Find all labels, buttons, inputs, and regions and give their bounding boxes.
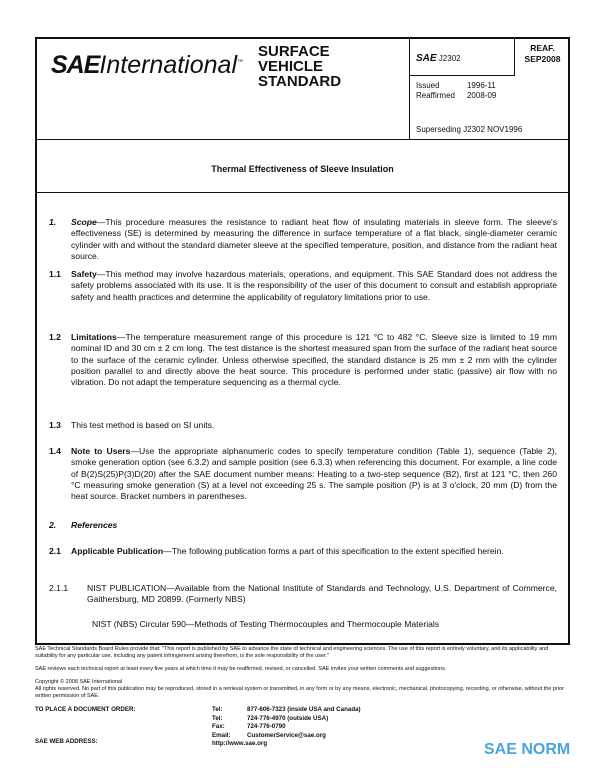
document-header — [37, 39, 568, 140]
doc-number: SAE J2302 — [410, 39, 515, 76]
web-link[interactable]: http://www.sae.org — [212, 740, 268, 747]
doc-info — [409, 39, 569, 139]
sae-logo: SAEInternational™ — [51, 51, 244, 79]
nist-circular: NIST (NBS) Circular 590—Methods of Testing Thermocouples and Thermocouple Materials — [92, 619, 440, 629]
superseding: Superseding J2302 NOV1996 — [416, 125, 523, 134]
document-frame: SAEInternational™ SURFACE VEHICLE STANDARD SAE J2302 REAF. SEP2008 Issued 1996-11 Reaffirmed 2008-09 Superseding J2302 NOV1996 Thermal Effectiveness of Sleeve Insulation 1. Scope—This procedure measures the resistance to radiant heat flow of insulating materials in sleeve form. The sleeve's effectiveness (SE) is determined by measuring the difference in surface temperature of a flat black, single-diameter ceramic cylinder with and without the standard diameter sleeve at the specified temperature, position, and distance from the radiant heat source. 1.1 Safety—This method may involve hazardous materials, operations, and equipment. This SAE Standard does not address the safety problems associated with its use. It is the responsibility of the user of this document to consult and establish appropriate safety and health practices and determine the applicability of regulatory limitations prior to use. 1.2 Limitations—The temperature measurement range of this procedure is 121 °C to 482 °C. Sleeve size is limited to 19 mm nominal ID and 30 cm ± 2 cm long. The test distance is the shortest measured span from the surface of the radiant heat source to the surface of the ceramic cylinder. Unless otherwise specified, the standard distance is 25 mm ± 2 mm with the cylinder position parallel to and directly above the heat source. This procedure is performed under static (passive) air flow with no vibration. Do not adapt the temperature sequencing as a thermal cycle. 1.3 This test method is based on SI units. 1.4 Note to Users—Use the appropriate alphanumeric codes to specify temperature condition (Table 1), sequence (Table 2), smoke generation option (see 6.3.2) and sample position (see 6.3.3) when referencing this document. For example, a line code of B(2)S(25)P(3)D(20) after the SAE document number means: Heating to a two-step sequence (B2), first at 121 °C, then 260 °C measuring smoke generation (S) at a level not exceeding 25 s. The sample position (P) is at 3 o'clock, 20 mm (D) from the heat source. Bracket numbers in parentheses. 2. References 2.1 Applicable Publication—The following publication forms a part of this specification to the extent specified herein. 2.1.1 NIST PUBLICATION—Available from the National Institute of Standards and Technology, U.S. Department of Commerce, Gaithersburg, MD 20899. (Formerly NBS) NIST (NBS) Circular 590—Methods of Testing Thermocouples and Thermocouple Materials — [35, 37, 570, 645]
board-rules: SAE Technical Standards Board Rules provide that: "This report is published by SAE to advance the state of technical and engineering sciences. The use of this report is entirely voluntary, and its applicability and suitability for any particular use, including any patent infringement arising therefrom, is the sole responsibility of the user." — [35, 646, 549, 659]
web-label: SAE WEB ADDRESS: — [35, 738, 98, 745]
review-note: SAE reviews each technical report at least every five years at which time it may be reaffirmed, revised, or cancelled. SAE invites your written comments and suggestions. — [35, 666, 447, 672]
standard-type: SURFACE VEHICLE STANDARD — [258, 43, 342, 90]
email-link[interactable]: CustomerService@sae.org — [247, 731, 326, 739]
issue-dates: Issued 1996-11 Reaffirmed 2008-09 — [416, 81, 497, 100]
sae-norm-watermark: SAE NORM — [484, 741, 571, 758]
copyright: Copyright © 2008 SAE International — [35, 679, 123, 685]
document-title: Thermal Effectiveness of Sleeve Insulation — [37, 139, 568, 193]
order-label: TO PLACE A DOCUMENT ORDER: — [35, 706, 136, 713]
rights-notice: All rights reserved. No part of this publication may be reproduced, stored in a retrieval system or transmitted, in any form or by any means, electronic, mechanical, photocopying, recording, or otherwise, without the prior written permission of SAE. — [35, 686, 564, 699]
reaffirmed-badge: REAF. SEP2008 — [524, 43, 561, 64]
contact-list: Tel: 877-606-7323 (inside USA and Canada) Tel: 724-776-4970 (outside USA) Fax: 724-776-0790 Email: CustomerService@sae.org http://www.sae.org — [212, 706, 361, 747]
